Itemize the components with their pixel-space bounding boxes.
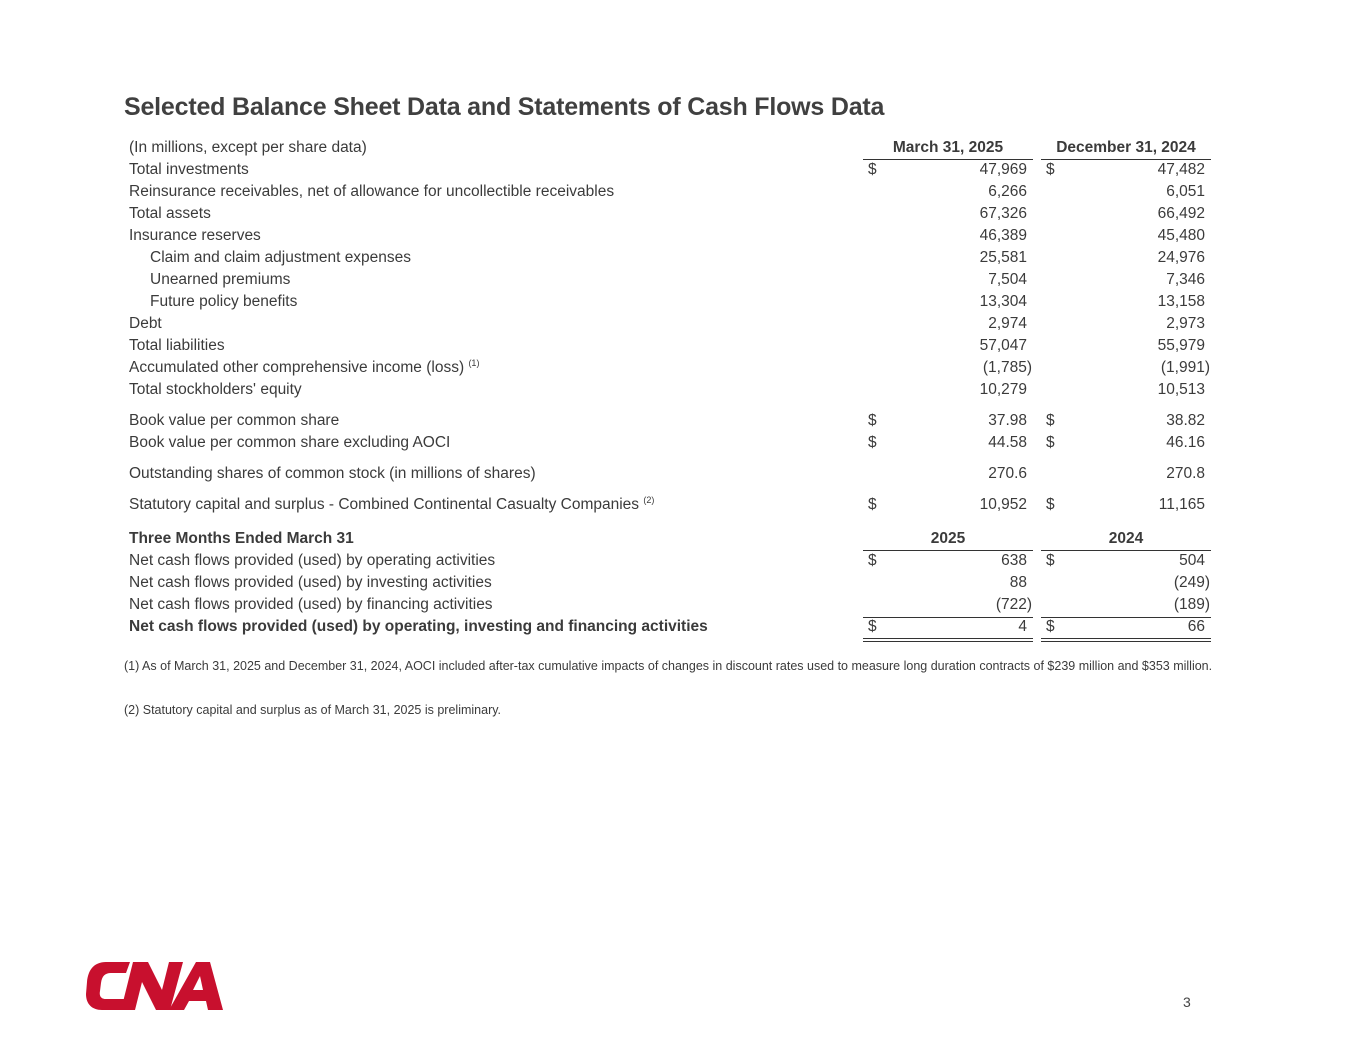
value-march-2025: 46,389 bbox=[979, 227, 1027, 244]
currency-symbol: $ bbox=[868, 552, 877, 569]
table-row bbox=[0, 410, 1365, 432]
row-label-text: Statutory capital and surplus - Combined Continental Casualty Companies bbox=[129, 496, 640, 513]
table-row bbox=[0, 550, 1365, 572]
footnote-marker: (1) bbox=[468, 358, 480, 368]
value-2024: 504 bbox=[1179, 552, 1205, 569]
currency-symbol: $ bbox=[1046, 496, 1055, 513]
row-label: Net cash flows provided (used) by operating activities bbox=[129, 552, 496, 569]
footnote-1: (1) As of March 31, 2025 and December 31, 2024, AOCI included after-tax cumulative impacts of changes in discount rates used to measure long duration contracts of $239 million and $353 million. bbox=[124, 659, 1213, 673]
table-row bbox=[0, 494, 1365, 516]
row-label: Insurance reserves bbox=[129, 227, 261, 244]
footnote-2: (2) Statutory capital and surplus as of March 31, 2025 is preliminary. bbox=[124, 703, 502, 717]
row-label bbox=[129, 494, 654, 516]
table-row-total bbox=[0, 616, 1365, 638]
value-2025: 88 bbox=[1009, 574, 1027, 591]
row-label: Book value per common share bbox=[129, 412, 340, 429]
value-december-2024: 11,165 bbox=[1158, 496, 1205, 513]
page-number: 3 bbox=[1183, 994, 1191, 1010]
currency-symbol: $ bbox=[1046, 161, 1055, 178]
value-december-2024: 6,051 bbox=[1166, 183, 1205, 200]
balance-sheet-header bbox=[0, 137, 1365, 159]
table-row bbox=[0, 247, 1365, 269]
value-march-2025: 47,969 bbox=[979, 161, 1027, 178]
value-march-2025: 25,581 bbox=[979, 249, 1027, 266]
value-march-2025: 10,279 bbox=[979, 381, 1027, 398]
column-header-march-2025: March 31, 2025 bbox=[892, 139, 1004, 156]
value-december-2024: 47,482 bbox=[1157, 161, 1205, 178]
column-header-2024: 2024 bbox=[1108, 530, 1144, 547]
row-label: Reinsurance receivables, net of allowance for uncollectible receivables bbox=[129, 183, 615, 200]
value-march-2025: 37.98 bbox=[988, 412, 1027, 429]
row-label: Future policy benefits bbox=[150, 293, 298, 310]
currency-symbol: $ bbox=[868, 161, 877, 178]
value-march-2025: 13,304 bbox=[979, 293, 1027, 310]
currency-symbol: $ bbox=[1046, 552, 1055, 569]
total-double-rule bbox=[863, 641, 1033, 642]
total-double-rule bbox=[1041, 641, 1211, 642]
value-december-2024: 2,973 bbox=[1166, 315, 1205, 332]
units-label: (In millions, except per share data) bbox=[129, 139, 367, 156]
table-row bbox=[0, 291, 1365, 313]
column-header-2025: 2025 bbox=[930, 530, 966, 547]
row-label: Outstanding shares of common stock (in millions of shares) bbox=[129, 465, 536, 482]
row-label: Net cash flows provided (used) by investing activities bbox=[129, 574, 492, 591]
value-2025: 638 bbox=[1001, 552, 1027, 569]
row-label: Net cash flows provided (used) by financing activities bbox=[129, 596, 493, 613]
value-december-2024: 24,976 bbox=[1157, 249, 1205, 266]
value-march-2025: 57,047 bbox=[979, 337, 1027, 354]
value-march-2025: 6,266 bbox=[988, 183, 1027, 200]
value-december-2024: 13,158 bbox=[1157, 293, 1205, 310]
table-row bbox=[0, 203, 1365, 225]
value-2025: (722) bbox=[995, 596, 1032, 613]
currency-symbol: $ bbox=[1046, 434, 1055, 451]
row-label: Unearned premiums bbox=[150, 271, 291, 288]
value-december-2024: (1,991) bbox=[1160, 359, 1210, 376]
currency-symbol: $ bbox=[868, 496, 877, 513]
page-title: Selected Balance Sheet Data and Statements of Cash Flows Data bbox=[124, 93, 885, 121]
column-header-december-2024: December 31, 2024 bbox=[1056, 139, 1196, 156]
table-row bbox=[0, 357, 1365, 379]
total-double-rule bbox=[1041, 638, 1211, 639]
value-december-2024: 10,513 bbox=[1157, 381, 1205, 398]
currency-symbol: $ bbox=[868, 618, 877, 635]
table-row bbox=[0, 572, 1365, 594]
currency-symbol: $ bbox=[1046, 618, 1055, 635]
table-row bbox=[0, 313, 1365, 335]
row-label: Total liabilities bbox=[129, 337, 225, 354]
cash-flows-header bbox=[0, 528, 1365, 550]
total-double-rule bbox=[863, 638, 1033, 639]
row-label: Book value per common share excluding AOCI bbox=[129, 434, 451, 451]
table-row bbox=[0, 335, 1365, 357]
table-row bbox=[0, 269, 1365, 291]
footnote-marker: (2) bbox=[643, 495, 655, 505]
value-december-2024: 7,346 bbox=[1166, 271, 1205, 288]
table-row bbox=[0, 432, 1365, 454]
table-row bbox=[0, 181, 1365, 203]
value-2024: (249) bbox=[1173, 574, 1210, 591]
value-march-2025: (1,785) bbox=[982, 359, 1032, 376]
cna-logo bbox=[86, 962, 224, 1010]
row-label: Net cash flows provided (used) by operating, investing and financing activities bbox=[129, 618, 708, 635]
value-december-2024: 270.8 bbox=[1166, 465, 1205, 482]
value-march-2025: 270.6 bbox=[988, 465, 1027, 482]
currency-symbol: $ bbox=[868, 412, 877, 429]
value-march-2025: 2,974 bbox=[988, 315, 1027, 332]
row-label: Debt bbox=[129, 315, 162, 332]
row-label: Total stockholders' equity bbox=[129, 381, 302, 398]
value-2024: 66 bbox=[1187, 618, 1205, 635]
value-december-2024: 38.82 bbox=[1166, 412, 1205, 429]
value-2024: (189) bbox=[1173, 596, 1210, 613]
row-label: Total investments bbox=[129, 161, 249, 178]
section-heading: Three Months Ended March 31 bbox=[129, 530, 354, 547]
value-december-2024: 66,492 bbox=[1157, 205, 1205, 222]
value-march-2025: 10,952 bbox=[979, 496, 1027, 513]
row-label: Total assets bbox=[129, 205, 211, 222]
value-december-2024: 55,979 bbox=[1157, 337, 1205, 354]
row-label: Claim and claim adjustment expenses bbox=[150, 249, 412, 266]
table-row bbox=[0, 225, 1365, 247]
value-december-2024: 46.16 bbox=[1166, 434, 1205, 451]
value-march-2025: 67,326 bbox=[979, 205, 1027, 222]
value-december-2024: 45,480 bbox=[1157, 227, 1205, 244]
table-row bbox=[0, 594, 1365, 616]
currency-symbol: $ bbox=[868, 434, 877, 451]
table-row bbox=[0, 463, 1365, 485]
value-march-2025: 7,504 bbox=[988, 271, 1027, 288]
value-march-2025: 44.58 bbox=[988, 434, 1027, 451]
currency-symbol: $ bbox=[1046, 412, 1055, 429]
row-label-text: Accumulated other comprehensive income (loss) bbox=[129, 359, 465, 376]
table-row bbox=[0, 159, 1365, 181]
value-2025: 4 bbox=[1018, 618, 1027, 635]
row-label bbox=[129, 357, 479, 379]
table-row bbox=[0, 379, 1365, 401]
